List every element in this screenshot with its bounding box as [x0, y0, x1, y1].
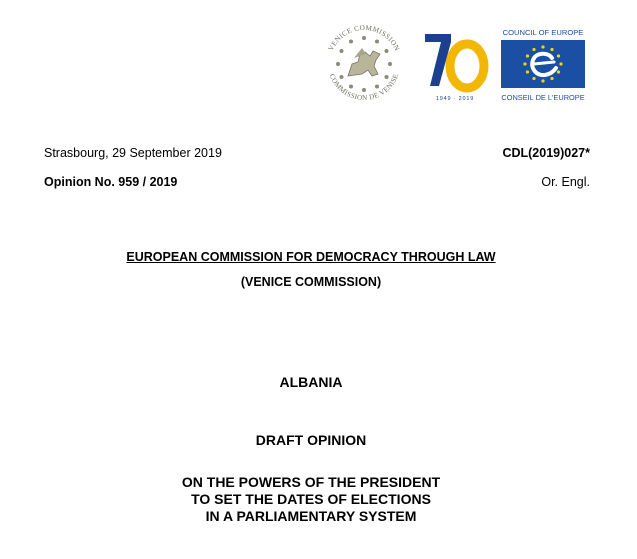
svg-text:COMMISSION DE VENISE — [328, 72, 401, 102]
subject-line: TO SET THE DATES OF ELECTIONS — [191, 491, 431, 507]
venice-logo-top-text: VENICE COMMISSION — [326, 23, 402, 53]
council-of-europe-logo — [496, 26, 590, 104]
place-date: Strasbourg, 29 September 2019 — [44, 146, 222, 160]
coe-top-text: COUNCIL OF EUROPE — [502, 28, 584, 37]
commission-name-text: EUROPEAN COMMISSION FOR DEMOCRACY THROUGH LAW — [126, 250, 496, 264]
opinion-number: Opinion No. 959 / 2019 — [44, 175, 178, 189]
winged-lion-icon — [348, 48, 380, 76]
original-language: Or. Engl. — [541, 175, 590, 189]
venice-logo-bottom-text: COMMISSION DE VENISE — [327, 72, 401, 103]
country-title: ALBANIA — [279, 374, 343, 390]
subject-line: ON THE POWERS OF THE PRESIDENT — [181, 474, 441, 490]
commission-short-name: (VENICE COMMISSION) — [240, 275, 382, 289]
commission-name — [0, 250, 622, 264]
document-type: DRAFT OPINION — [255, 432, 367, 448]
opinion-subject — [0, 474, 622, 525]
subject-line: IN A PARLIAMENTARY SYSTEM — [205, 508, 417, 524]
document-reference: CDL(2019)027* — [502, 146, 590, 160]
venice-commission-logo — [318, 18, 410, 110]
coe-bottom-text: CONSEIL DE L'EUROPE — [501, 93, 585, 102]
anniversary-70-logo — [421, 28, 489, 106]
anniversary-years: 1949 · 2019 — [435, 96, 475, 102]
